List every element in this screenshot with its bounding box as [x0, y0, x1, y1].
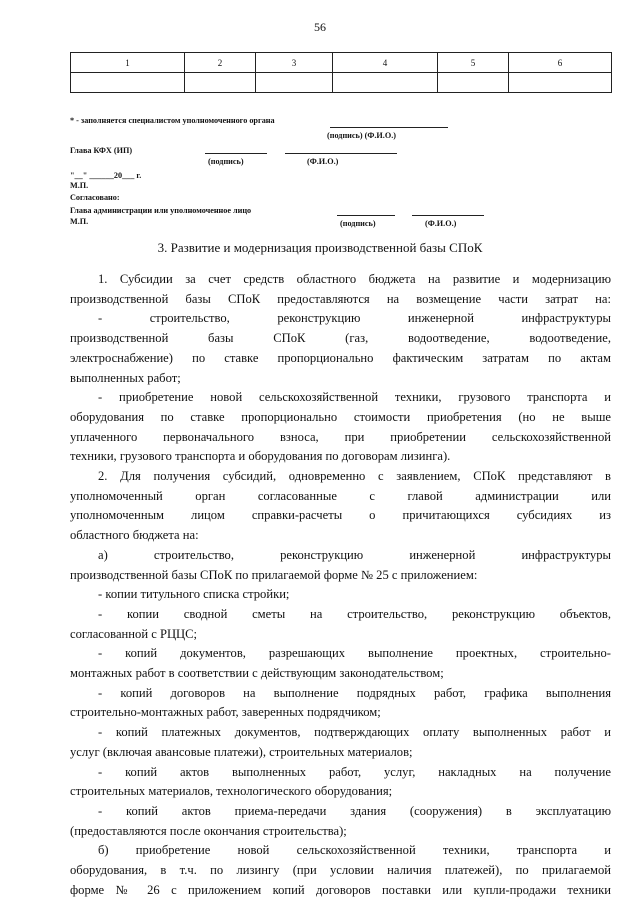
text-line: форме № 26 с приложением копий договоров поставки или купли-продажи техники	[70, 882, 611, 897]
date-field: "__" ______20___ г.	[70, 171, 142, 180]
farm-head-label: Глава КФХ (ИП)	[70, 146, 133, 155]
name-caption: (Ф.И.О.)	[425, 219, 457, 228]
signature-line	[205, 153, 267, 154]
text-line: монтажных работ в соответствии с действующим законодательством;	[70, 666, 444, 681]
text-line: - копии сводной сметы на строительство, реконструкцию объектов,	[98, 606, 611, 621]
signature-line	[337, 215, 395, 216]
text-line: уполномоченным лицом справки-расчеты о причитающихся субсидиях из	[70, 508, 611, 523]
text-line: - приобретение новой сельскохозяйственной техники, грузового транспорта и	[98, 390, 611, 405]
page-number: 56	[314, 20, 326, 34]
text-line: электроснабжение) по ставке пропорционально фактическим затратам по актам	[70, 350, 611, 365]
table-cell	[185, 73, 256, 93]
table-header-row	[71, 53, 612, 73]
text-line: - строительство, реконструкцию инженерной инфраструктуры	[98, 311, 611, 326]
section-title: 3. Развитие и модернизация производственной базы СПоК	[157, 240, 483, 255]
text-line: производственной базы СПоК предоставляются на возмещение части затрат на:	[70, 291, 611, 306]
text-line: строительных материалов, технологического оборудования;	[70, 784, 393, 799]
form-table	[70, 52, 612, 93]
name-line	[285, 153, 397, 154]
table-cell	[333, 73, 438, 93]
table-header-cell: 4	[333, 53, 438, 73]
table-cell	[71, 73, 185, 93]
text-line: 1. Субсидии за счет средств областного бюджета на развитие и модернизацию	[98, 272, 611, 286]
text-line: строительно-монтажных работ, заверенных подрядчиком;	[70, 705, 381, 720]
table-cell	[438, 73, 509, 93]
table-header-cell: 5	[438, 53, 509, 73]
text-line: - копий платежных документов, подтверждающих оплату выполненных работ и	[98, 725, 611, 740]
table-row	[71, 73, 612, 93]
text-line: - копии титульного списка стройки;	[98, 587, 290, 602]
text-line: б) приобретение новой сельскохозяйственной техники, транспорта и	[98, 843, 611, 858]
text-line: - копий документов, разрешающих выполнение проектных, строительно-	[98, 646, 611, 661]
text-line: производственной базы СПоК по прилагаемой форме № 25 с приложением:	[70, 567, 478, 582]
text-line: производственной базы СПоК (газ, водоотведение, водоотведение,	[70, 331, 611, 346]
text-line: - копий актов приема-передачи здания (сооружения) в эксплуатацию	[98, 803, 611, 818]
text-line: - копий договоров на выполнение подрядных работ, графика выполнения	[98, 685, 611, 700]
text-line: - копий актов выполненных работ, услуг, накладных на получение	[98, 764, 611, 779]
text-line: уполномоченный орган согласованные с главой администрации или	[70, 488, 611, 503]
name-caption: (Ф.И.О.)	[307, 157, 339, 166]
text-line: оборудования по ставке пропорционально стоимости приобретения (но не выше	[70, 409, 611, 424]
name-line	[412, 215, 484, 216]
document-body	[70, 270, 611, 901]
text-line: согласованной с РЦЦС;	[70, 626, 198, 641]
signature-line	[330, 127, 448, 128]
specialist-note: * - заполняется специалистом уполномоченного органа	[70, 116, 275, 125]
text-line: оборудования, в т.ч. по лизингу (при условии наличия платежей), по прилагаемой	[70, 863, 611, 878]
text-line: услуг (включая авансовые платежи), строительных материалов;	[70, 744, 413, 759]
text-line: уплаченного первоначального взноса, при приобретении сельскохозяйственной	[70, 429, 611, 444]
agreed-label: Согласовано:	[70, 193, 120, 202]
table-header-cell: 3	[256, 53, 333, 73]
signature-caption: (подпись)	[340, 219, 376, 228]
stamp-place: М.П.	[70, 217, 89, 226]
table-header-cell: 1	[71, 53, 185, 73]
stamp-place: М.П.	[70, 181, 89, 190]
text-line: 2. Для получения субсидий, одновременно с заявлением, СПоК представляют в	[98, 469, 611, 484]
text-line: областного бюджета на:	[70, 528, 199, 543]
table-cell	[509, 73, 612, 93]
admin-head-label: Глава администрации или уполномоченное лицо	[70, 206, 252, 215]
table-header-cell: 6	[509, 53, 612, 73]
text-line: техники, грузового транспорта и оборудования по договорам лизинга).	[70, 449, 451, 464]
text-line: (предоставляются после окончания строительства);	[70, 823, 347, 838]
table-cell	[256, 73, 333, 93]
text-line: выполненных работ;	[70, 370, 181, 385]
table-header-cell: 2	[185, 53, 256, 73]
signature-caption: (подпись) (Ф.И.О.)	[327, 131, 396, 140]
text-line: а) строительство, реконструкцию инженерной инфраструктуры	[98, 547, 611, 562]
signature-caption: (подпись)	[208, 157, 244, 166]
